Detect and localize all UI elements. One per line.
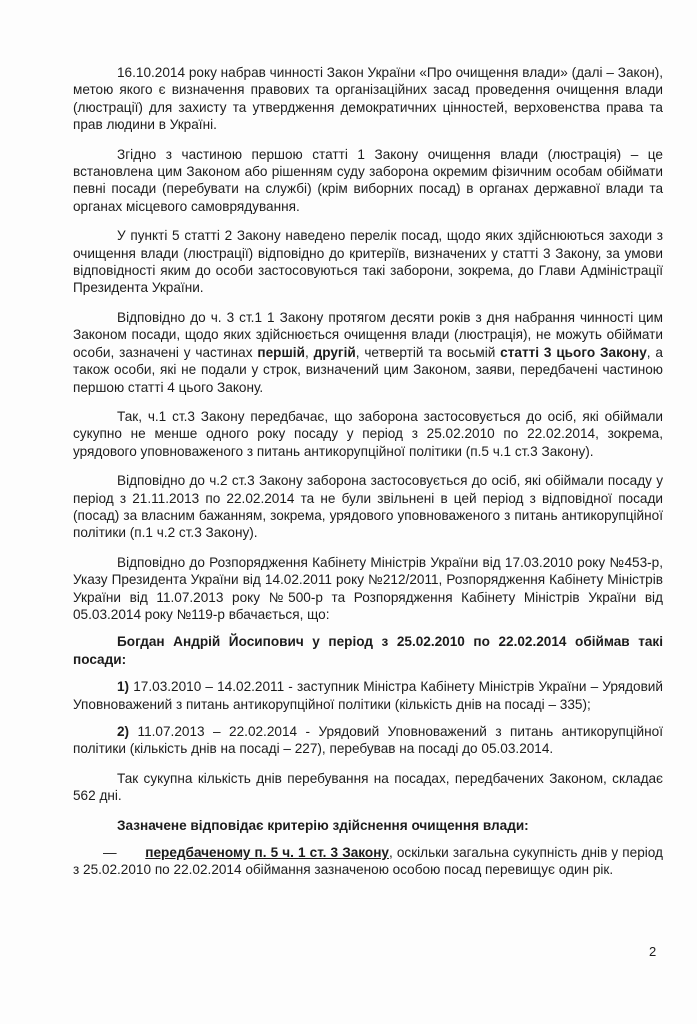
paragraph-person-heading (73, 633, 663, 668)
bold-article-3: статті 3 цього Закону (500, 344, 647, 360)
page-number: 2 (649, 944, 657, 959)
paragraph-orders (73, 554, 663, 624)
criterion-reference: передбаченому п. 5 ч. 1 ст. 3 Закону (145, 845, 389, 861)
paragraph-text: Так, ч.1 ст.3 Закону передбачає, що заборона застосовується до осіб, які обіймали сукупно не менше одного року посаду у період з 25.02.2010 по 22.02.2014, зокрема, урядового уповноваженого з питань антикорупційної політики (п.5 ч.1 ст.3 Закону). (73, 408, 663, 459)
list-number: 2) (117, 724, 130, 739)
list-number: 1) (117, 679, 130, 695)
paragraph-text: , оскільки загальна сукупність днів у період з 25.02.2010 по 22.02.2014 обіймання зазначеною особою посад перевищує один рік. (73, 845, 663, 878)
bold-first: першій (257, 344, 305, 360)
paragraph-text: Відповідно до ч. 3 ст.1 1 Закону протягом десяти років з дня набрання чинності цим Законом посади, щодо яких здійснюється очищення влади (люстрація), не можуть обіймати особи, зазначені у частинах (73, 309, 663, 360)
list-item-position-2 (73, 723, 663, 758)
paragraph-criterion (73, 844, 663, 879)
paragraph-text: , (304, 344, 314, 360)
dash: — (103, 845, 117, 861)
paragraph-text: Відповідно до Розпорядження Кабінету Міністрів України від 17.03.2010 року №453-р, Указу Президента України від 14.02.2011 року №212/2011, Розпорядження Кабінету Міністрів України від 11.07.2013 року №500-р та Розпорядження Кабінету Міністрів України від 05.03.2014 року №119-р вбачається, що: (73, 554, 663, 622)
paragraph-text: Згідно з частиною першою статті 1 Закону очищення влади (люстрація) – це встановлена цим Законом або рішенням суду заборона окремим фізичним особам обіймати певні посади (перебувати на службі) (крім виборних посад) в органах державної влади та органах місцевого самоврядування. (73, 146, 663, 214)
paragraph-part1-article3 (73, 408, 663, 460)
paragraph-text: , а також особи, які не подали у строк, визначений цим Законом, заяви, передбачені частиною першою статті 4 цього Закону. (73, 344, 663, 395)
list-text: 17.03.2010 – 14.02.2011 - заступник Міністра Кабінету Міністрів України – Урядовий Уповноважений з питань антикорупційної політики (кількість днів на посаді – 335); (73, 679, 663, 712)
criterion-heading: Зазначене відповідає критерію здійснення очищення влади: (117, 817, 529, 833)
paragraph-ten-year-ban (73, 309, 663, 396)
paragraph-text: , четвертій та восьмій (355, 344, 501, 360)
paragraph-lustration-definition (73, 146, 663, 216)
paragraph-criterion-heading (73, 817, 663, 834)
paragraph-positions-list (73, 227, 663, 297)
list-item-position-1 (73, 678, 663, 713)
paragraph-text: Відповідно до ч.2 ст.3 Закону заборона застосовується до осіб, які обіймали посаду у період з 21.11.2013 по 22.02.2014 та не були звільнені в цей період з відповідної посади (посад) за власним бажанням, зокрема, урядового уповноваженого з питань антикорупційної політики (п.1 ч.2 ст.3 Закону). (73, 473, 663, 541)
paragraph-law-effective (73, 64, 663, 134)
paragraph-text: 16.10.2014 року набрав чинності Закон України «Про очищення влади» (далі – Закон), метою якого є визначення правових та організаційних засад проведення очищення влади (люстрації) для захисту та утвердження демократичних цінностей, верховенства права та прав людини в Україні. (73, 65, 663, 133)
person-heading: Богдан Андрій Йосипович у період з 25.02.2010 по 22.02.2014 обіймав такі посади: (73, 634, 663, 667)
list-text: 11.07.2013 – 22.02.2014 - Урядовий Уповноважений з питань антикорупційної політики (кількість днів на посаді – 227), перебував на посаді до 05.03.2014. (73, 724, 663, 757)
paragraph-text: У пункті 5 статті 2 Закону наведено перелік посад, щодо яких здійснюються заходи з очищення влади (люстрації) відповідно до критеріїв, визначених у статті 3 Закону, за умови відповідності яким до особи застосовуються такі заборони, зокрема, до Глави Адміністрації Президента України. (73, 228, 663, 296)
paragraph-total-days (73, 770, 663, 805)
paragraph-part2-article3 (73, 472, 663, 542)
document-body (73, 64, 663, 891)
paragraph-text: Так сукупна кількість днів перебування на посадах, передбачених Законом, складає 562 дні. (73, 770, 663, 804)
bold-second: другій (313, 344, 356, 360)
